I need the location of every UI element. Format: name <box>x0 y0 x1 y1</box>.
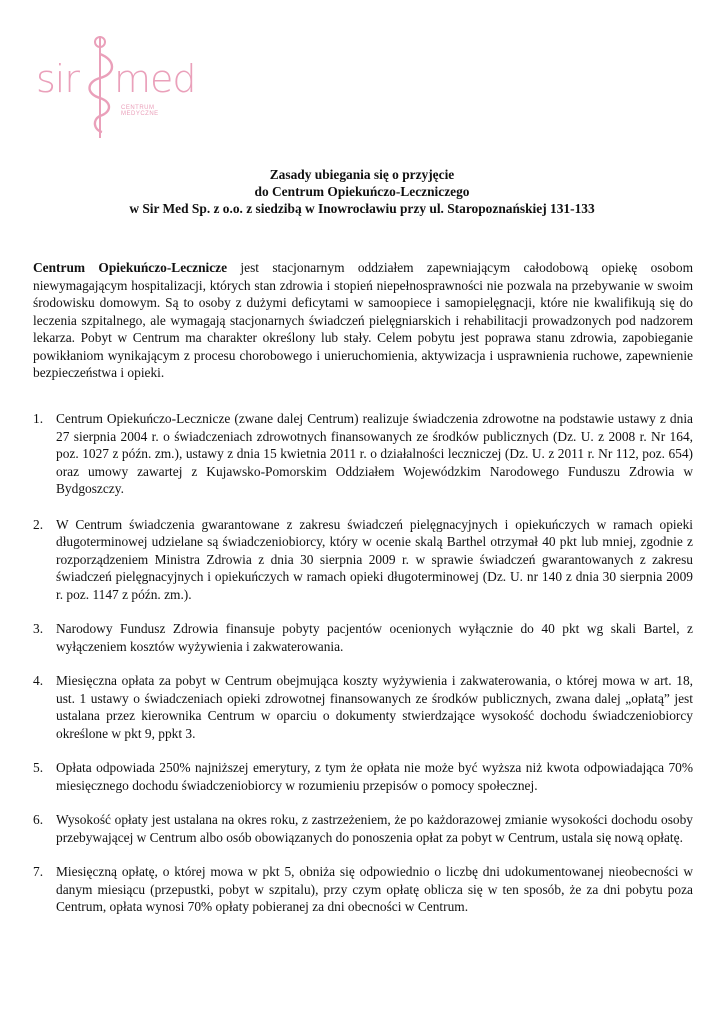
list-item <box>33 620 693 655</box>
logo-wordmark-left: sir <box>36 57 79 101</box>
title-line-2: do Centrum Opiekuńczo-Leczniczego <box>254 184 470 199</box>
list-item <box>33 811 693 846</box>
intro-paragraph <box>33 259 693 382</box>
intro-text: jest stacjonarnym oddziałem zapewniającym całodobową opiekę osobom niewymagającym hospitalizacji, których stan zdrowia i stopień niepełnosprawności nie pozwala na przebywanie w swoim środowisku domowym. Są to osoby z dużymi deficytami w samoopiece i samopielęgnacji, które nie kwalifikują się do leczenia szpitalnego, ale wymagają stacjonarnych świadczeń pielęgniarskich i rehabilitacji prowadzonych pod nadzorem lekarza. Pobyt w Centrum ma charakter określony lub stały. Celem pobytu jest poprawa stanu zdrowia, zapobieganie powikłaniom wynikającym z procesu chorobowego i unieruchomienia, aktywizacja i usprawnienia ruchowe, zapewnienie bezpieczeństwa i opieki. <box>33 260 693 380</box>
list-item-text: Narodowy Fundusz Zdrowia finansuje pobyty pacjentów ocenionych wyłącznie do 40 pkt wg skali Bartel, z wyłączeniem kosztów wyżywienia i zakwaterowania. <box>56 621 693 654</box>
list-item-text: Miesięczną opłatę, o której mowa w pkt 5, obniża się odpowiednio o liczbę dni udokumentowanej nieobecności w danym miesiącu (przepustki, pobyt w szpitalu), przy czym opłatę oblicza się w ten sposób, że za dni pobytu poza Centrum, opłata wynosi 70% opłaty pobieranej za dni obecności w Centrum. <box>56 864 693 914</box>
intro-bold-lead: Centrum Opiekuńczo-Lecznicze <box>33 260 228 275</box>
list-item-text: Opłata odpowiada 250% najniższej emerytury, z tym że opłata nie może być wyższa niż kwota odpowiadająca 70% miesięcznego dochodu świadczeniobiorcy w rozumieniu przepisów o pomocy społecznej. <box>56 760 693 793</box>
list-item <box>33 410 693 498</box>
document-title <box>0 166 724 217</box>
list-item <box>33 672 693 742</box>
list-item-number: 7. <box>33 864 44 879</box>
title-line-3: w Sir Med Sp. z o.o. z siedzibą w Inowrocławiu przy ul. Staropoznańskiej 131-133 <box>129 201 595 216</box>
list-item-text: Wysokość opłaty jest ustalana na okres roku, z zastrzeżeniem, że po każdorazowej zmianie wysokości dochodu osoby przebywającej w Centrum albo osób obowiązanych do ponoszenia opłat za pobyt w Centrum, ustala się nową opłatę. <box>56 812 693 845</box>
list-item <box>33 516 693 604</box>
title-line-1: Zasady ubiegania się o przyjęcie <box>269 167 455 182</box>
list-item-number: 5. <box>33 760 44 775</box>
list-item-text: Centrum Opiekuńczo-Lecznicze (zwane dalej Centrum) realizuje świadczenia zdrowotne na podstawie ustawy z dnia 27 sierpnia 2004 r. o świadczeniach zdrowotnych finansowanych ze środków publicznych (Dz. U. z 2008 r. Nr 164, poz. 1027 z późn. zm.), ustawy z dnia 15 kwietnia 2011 r. o działalności leczniczej (Dz. U. z 2011 r. Nr 112, poz. 654) oraz umowy zawartej z Kujawsko-Pomorskim Oddziałem Wojewódzkim Narodowego Funduszu Zdrowia w Bydgoszczy. <box>56 411 693 496</box>
list-item-text: Miesięczna opłata za pobyt w Centrum obejmująca koszty wyżywienia i zakwaterowania, o której mowa w art. 18, ust. 1 ustawy o świadczeniach opieki zdrowotnej finansowanych ze środków publicznych, zwana dalej „opłatą” jest ustalana przez kierownika Centrum w oparciu o dokumenty stwierdzające wysokość dochodu świadczeniobiorcy określone w pkt 9, ppkt 3. <box>56 673 693 741</box>
list-item-text: W Centrum świadczenia gwarantowane z zakresu świadczeń pielęgnacyjnych i opiekuńczych w ramach opieki długoterminowej udzielane są świadczeniobiorcy, który w ocenie skalą Barthel otrzymał 40 pkt lub mniej, zgodnie z rozporządzeniem Ministra Zdrowia z dnia 30 sierpnia 2009 r. w sprawie świadczeń gwarantowanych z zakresu świadczeń pielęgnacyjnych i opiekuńczych w ramach opieki długoterminowej (Dz. U. nr 140 z dnia 30 sierpnia 2009 r. poz. 1147 z późn. zm.). <box>56 516 693 602</box>
logo-wordmark-right: med <box>114 57 196 101</box>
list-item <box>33 759 693 794</box>
list-item-number: 1. <box>33 411 44 426</box>
logo-tagline: CENTRUM MEDYCZNE <box>121 105 159 117</box>
list-item-number: 6. <box>33 812 44 827</box>
list-item-number: 4. <box>33 673 44 688</box>
company-logo <box>26 34 196 144</box>
list-item <box>33 863 693 916</box>
list-item-number: 2. <box>33 516 44 532</box>
list-item-number: 3. <box>33 621 44 636</box>
rules-list <box>33 410 693 933</box>
